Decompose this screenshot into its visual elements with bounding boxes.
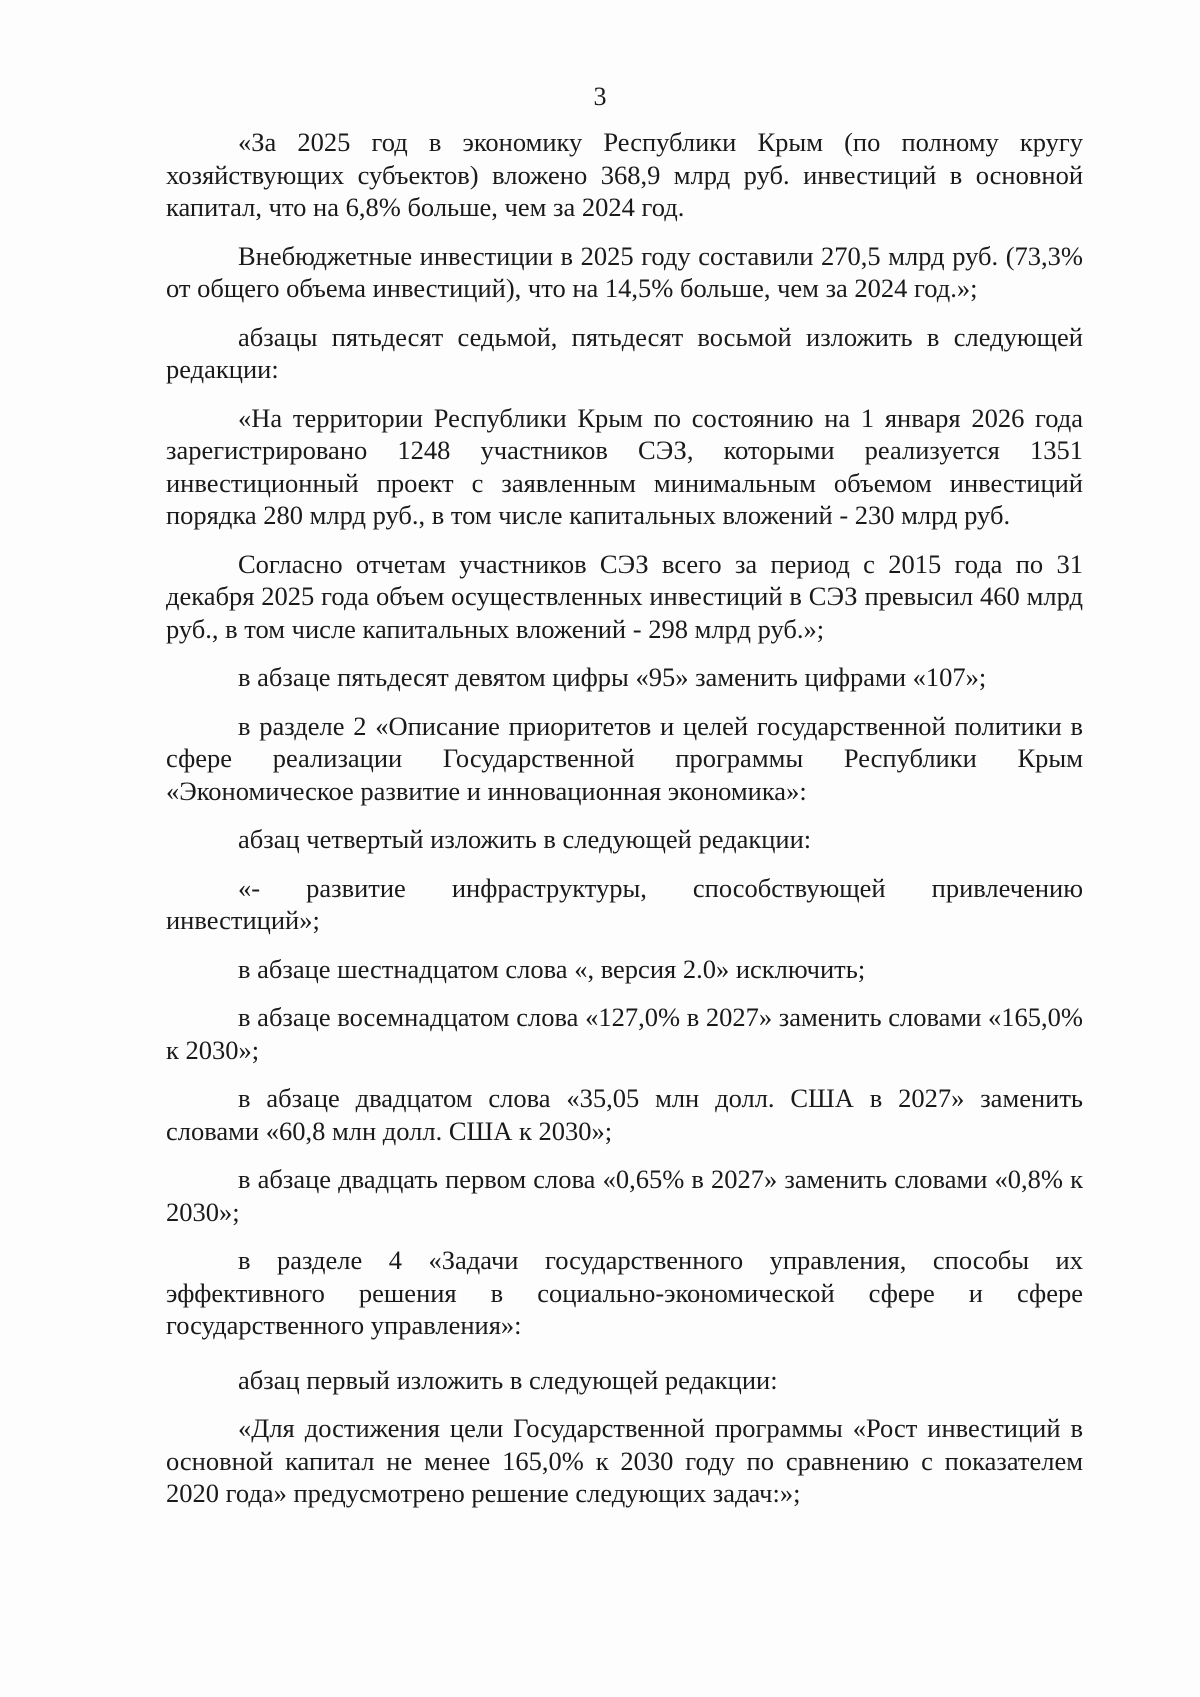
paragraph: Согласно отчетам участников СЭЗ всего за период с 2015 года по 31 декабря 2025 года объем осуществленных инвестиций в СЭЗ превысил 460 млрд руб., в том числе капитальных вложений - 298 млрд руб.»; [166,548,1083,644]
paragraph: в абзаце пятьдесят девятом цифры «95» заменить цифрами «107»; [238,662,987,692]
paragraph: «На территории Республики Крым по состоянию на 1 января 2026 года зарегистрировано 1248 участников СЭЗ, которыми реализуется 1351 инвестиционный проект с заявленным минимальным объемом инвестиций порядка 280 млрд руб., в том числе капитальных вложений - 230 млрд руб. [166,402,1083,530]
paragraph: «Для достижения цели Государственной программы «Рост инвестиций в основной капитал не менее 165,0% к 2030 году по сравнению с показателем 2020 года» предусмотрено решение следующих задач:»; [166,1413,1083,1508]
paragraph: в разделе 2 «Описание приоритетов и целей государственной политики в сфере реализации Государственной программы Республики Крым «Экономическое развитие и инновационная экономика»: [166,710,1083,806]
paragraph: абзац четвертый изложить в следующей редакции: [238,824,812,854]
document-body [166,126,1083,1526]
paragraph: абзац первый изложить в следующей редакции: [238,1364,778,1395]
paragraph: Внебюджетные инвестиции в 2025 году составили 270,5 млрд руб. (73,3% от общего объема инвестиций), что на 14,5% больше, чем за 2024 год.»; [166,240,1083,303]
page-number: 3 [593,82,607,111]
paragraph: в абзаце восемнадцатом слова «127,0% в 2027» заменить словами «165,0% к 2030»; [166,1002,1083,1065]
paragraph: в абзаце шестнадцатом слова «, версия 2.0» исключить; [238,953,866,984]
paragraph: абзацы пятьдесят седьмой, пятьдесят восьмой изложить в следующей редакции: [166,321,1083,384]
paragraph: в абзаце двадцатом слова «35,05 млн долл. США в 2027» заменить словами «60,8 млн долл. США к 2030»; [166,1083,1083,1146]
paragraph: в абзаце двадцать первом слова «0,65% в 2027» заменить словами «0,8% к 2030»; [166,1164,1083,1227]
paragraph: в разделе 4 «Задачи государственного управления, способы их эффективного решения в социально-экономической сфере и сфере государственного управления»: [166,1245,1083,1340]
paragraph: «- развитие инфраструктуры, способствующей привлечению инвестиций»; [166,872,1083,935]
paragraph: «За 2025 год в экономику Республики Крым (по полному кругу хозяйствующих субъектов) вложено 368,9 млрд руб. инвестиций в основной капитал, что на 6,8% больше, чем за 2024 год. [166,127,1083,222]
